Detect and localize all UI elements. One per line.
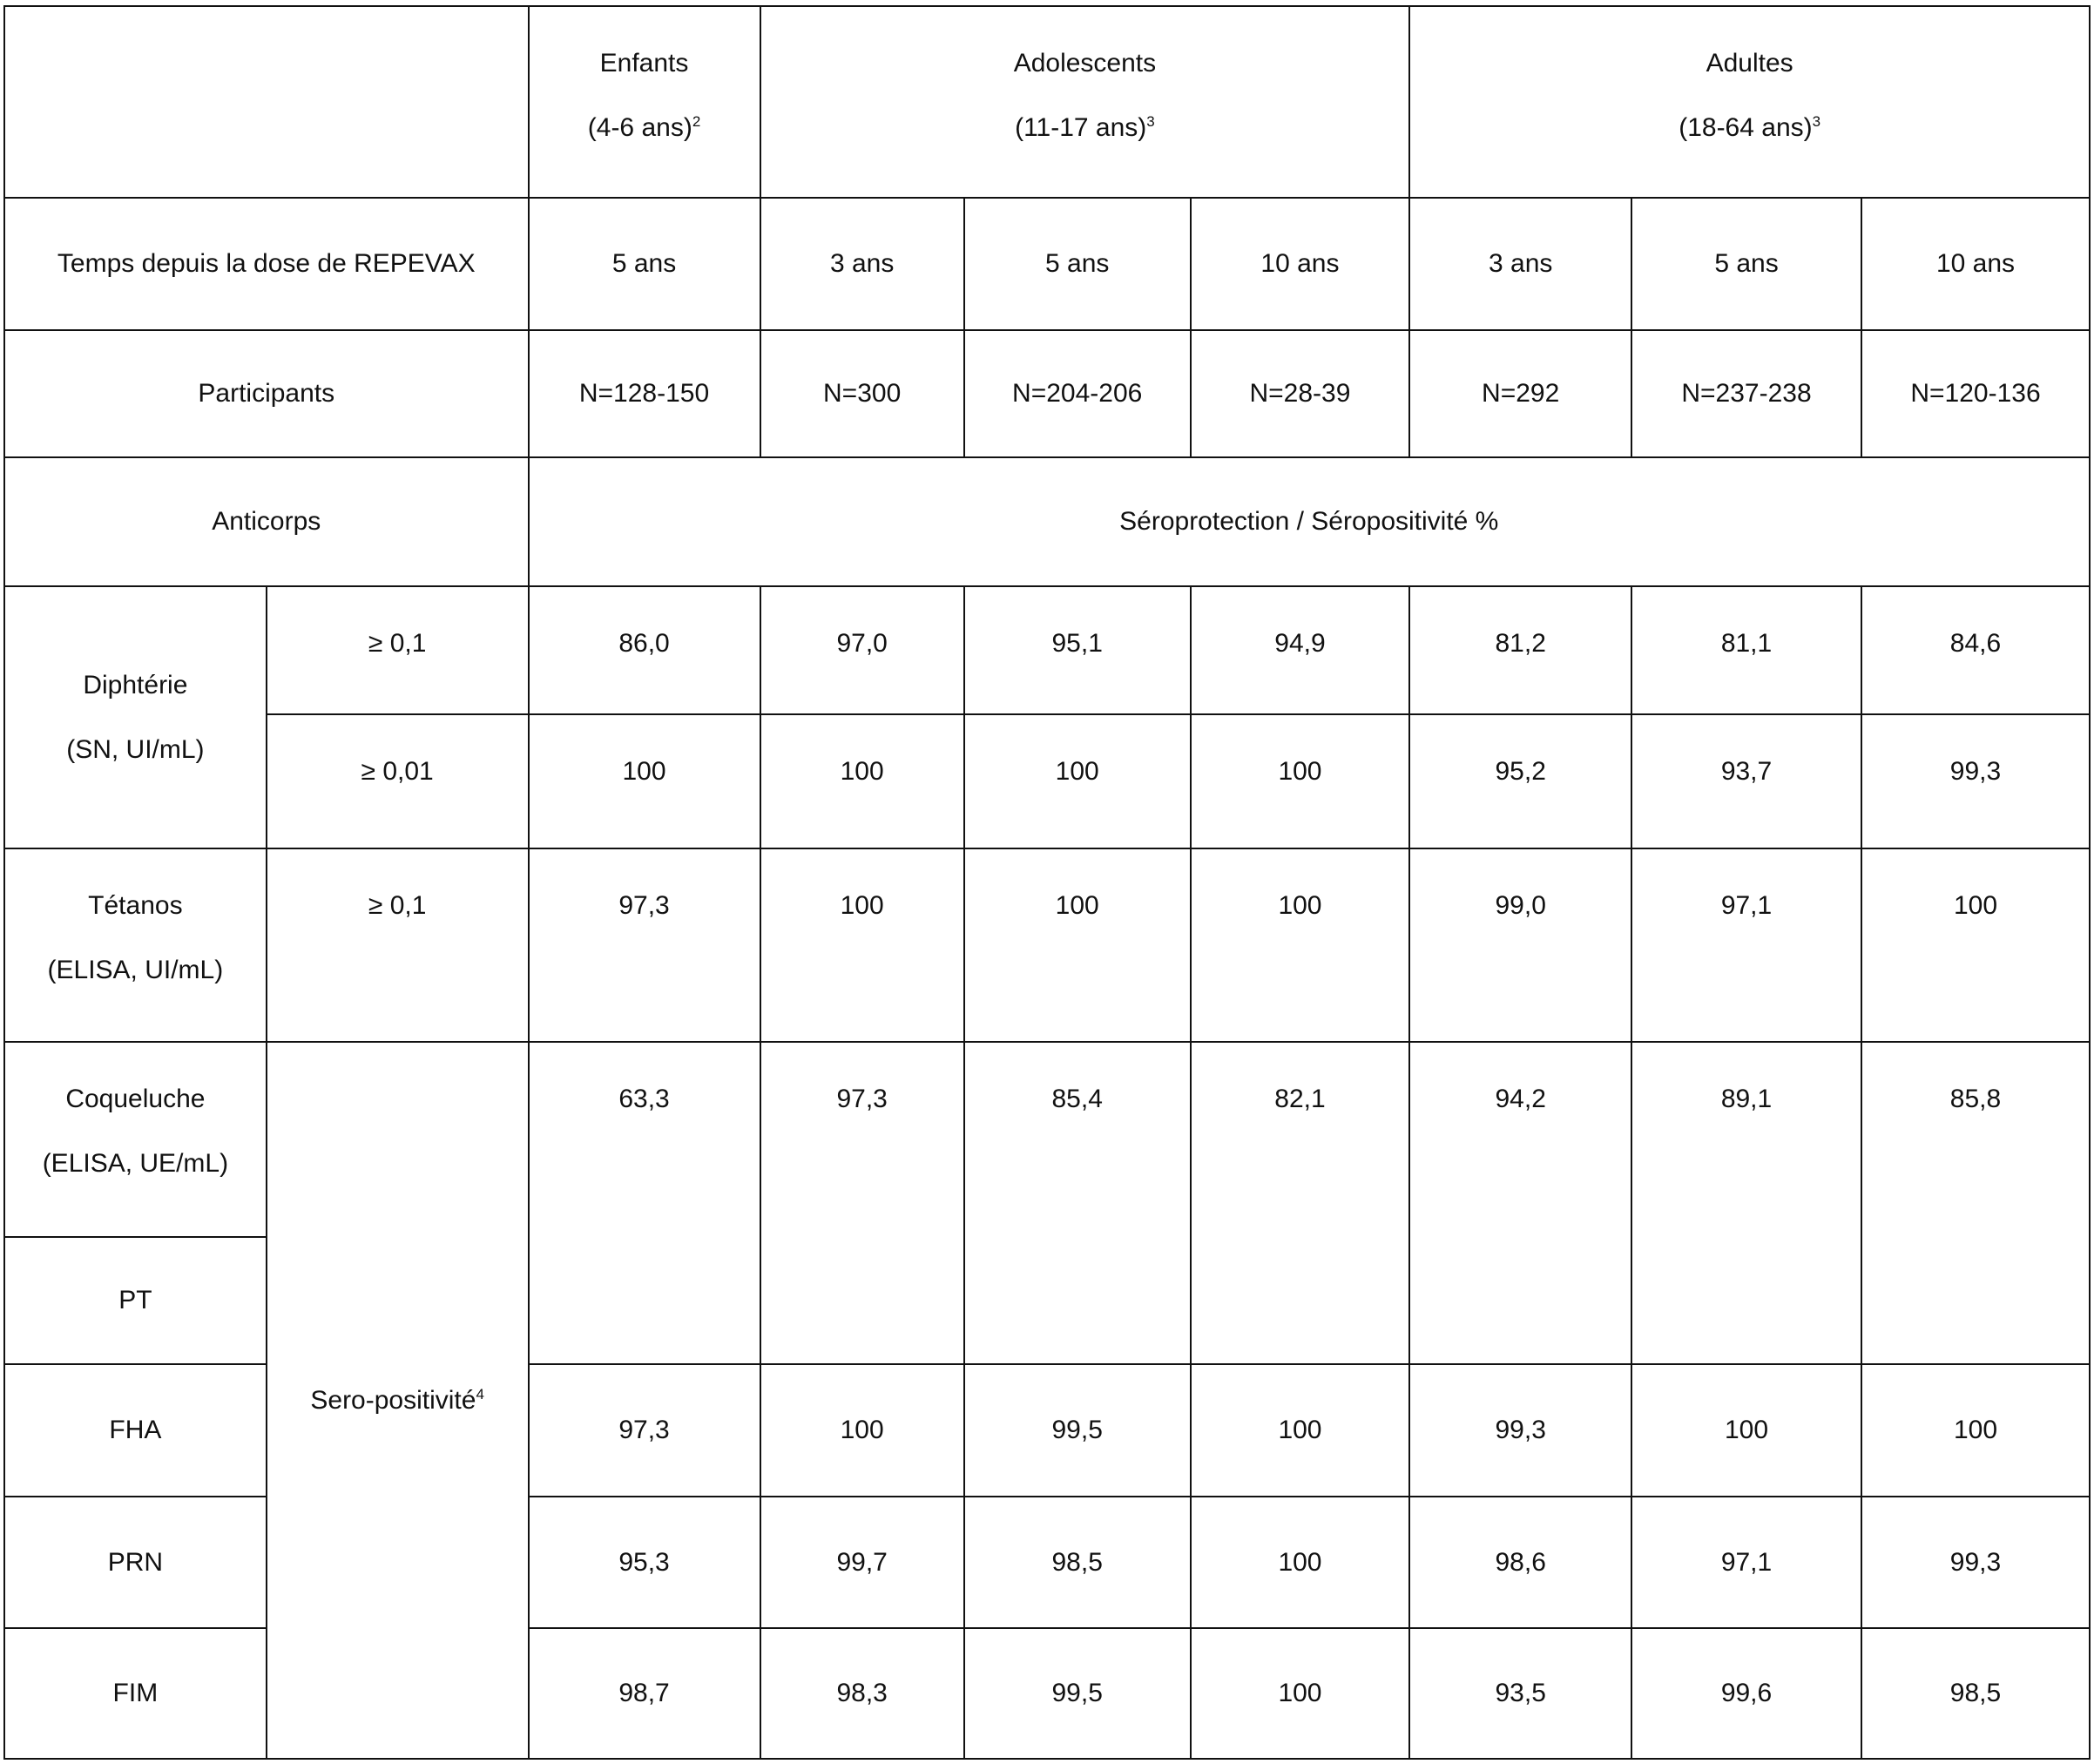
seropositivity-criterion: Sero-positivité$^4$ <box>267 1042 529 1759</box>
tetanus-row <box>4 848 2090 1042</box>
seroprotection-header: Séroprotection / Séropositivité % <box>529 457 2090 586</box>
table-cell: 93,7 <box>1631 714 1861 848</box>
footnote-ref: 3 <box>1146 113 1155 130</box>
table-cell: 5 ans <box>964 198 1191 330</box>
table-cell: 98,3 <box>760 1628 964 1759</box>
table-cell: 95,2 <box>1409 714 1631 848</box>
table-cell: 98,7 <box>529 1628 760 1759</box>
group-header-adolescents: Adolescents (11-17 ans)$^3$ <box>760 6 1410 198</box>
footnote-ref: 3 <box>1812 113 1821 130</box>
table-cell: 10 ans <box>1861 198 2090 330</box>
table-cell: 100 <box>760 848 964 1042</box>
table-cell: 100 <box>1191 1497 1410 1628</box>
table-cell: 85,8 <box>1861 1042 2090 1364</box>
table-cell: 81,1 <box>1631 586 1861 714</box>
table-cell: 100 <box>529 714 760 848</box>
group-header-adultes: Adultes (18-64 ans)$^3$ <box>1409 6 2090 198</box>
table-cell: 84,6 <box>1861 586 2090 714</box>
antigen-label-fha: FHA <box>4 1364 267 1497</box>
group-range: (18-64 ans) <box>1679 113 1813 142</box>
group-range: (4-6 ans) <box>587 113 692 142</box>
table-cell: 100 <box>964 714 1191 848</box>
table-cell: 99,3 <box>1861 1497 2090 1628</box>
diphtheria-label: Diphtérie (SN, UI/mL) <box>4 586 267 848</box>
diphtheria-row-1 <box>4 586 2090 714</box>
table-cell: 95,3 <box>529 1497 760 1628</box>
time-label: Temps depuis la dose de REPEVAX <box>4 198 529 330</box>
table-cell: N=28-39 <box>1191 330 1410 457</box>
threshold-cell: ≥ 0,1 <box>267 848 529 1042</box>
diphtheria-row-2 <box>4 714 2090 848</box>
table-cell: 97,1 <box>1631 848 1861 1042</box>
table-cell: 98,5 <box>1861 1628 2090 1759</box>
threshold-cell: ≥ 0,1 <box>267 586 529 714</box>
footnote-ref: 2 <box>692 113 701 130</box>
table-cell: N=120-136 <box>1861 330 2090 457</box>
table-cell: 99,5 <box>964 1628 1191 1759</box>
table-cell: 100 <box>1861 1364 2090 1497</box>
antibodies-row <box>4 457 2090 586</box>
table-cell: 100 <box>964 848 1191 1042</box>
group-range: (11-17 ans) <box>1015 113 1147 142</box>
table-cell: 10 ans <box>1191 198 1410 330</box>
footnote-ref: 4 <box>476 1385 484 1402</box>
table-cell: 82,1 <box>1191 1042 1410 1364</box>
age-group-header-row <box>4 6 2090 198</box>
table-cell: 99,3 <box>1861 714 2090 848</box>
table-cell: 99,5 <box>964 1364 1191 1497</box>
participants-label: Participants <box>4 330 529 457</box>
table-cell: 99,7 <box>760 1497 964 1628</box>
table-cell: N=128-150 <box>529 330 760 457</box>
antibodies-label: Anticorps <box>4 457 529 586</box>
immunogenicity-table <box>3 5 2091 1760</box>
antigen-label-fim: FIM <box>4 1628 267 1759</box>
table-cell: 89,1 <box>1631 1042 1861 1364</box>
table-cell: 81,2 <box>1409 586 1631 714</box>
table-cell: 94,9 <box>1191 586 1410 714</box>
table-cell: 5 ans <box>529 198 760 330</box>
table-cell: 86,0 <box>529 586 760 714</box>
table-cell: 97,0 <box>760 586 964 714</box>
table-cell: 99,3 <box>1409 1364 1631 1497</box>
table-cell: 100 <box>1861 848 2090 1042</box>
table-cell: 100 <box>1191 1364 1410 1497</box>
pertussis-row <box>4 1042 2090 1237</box>
table-cell: 98,5 <box>964 1497 1191 1628</box>
table-cell: N=300 <box>760 330 964 457</box>
table-cell: 95,1 <box>964 586 1191 714</box>
table-cell: 93,5 <box>1409 1628 1631 1759</box>
participants-row <box>4 330 2090 457</box>
group-header-enfants: Enfants (4-6 ans)$^2$ <box>529 6 760 198</box>
table-cell: 63,3 <box>529 1042 760 1364</box>
table-cell: 100 <box>1631 1364 1861 1497</box>
table-cell: 98,6 <box>1409 1497 1631 1628</box>
table-cell: N=237-238 <box>1631 330 1861 457</box>
table-cell: 85,4 <box>964 1042 1191 1364</box>
time-row <box>4 198 2090 330</box>
table-cell: 100 <box>1191 1628 1410 1759</box>
antigen-label-pt: PT <box>4 1237 267 1364</box>
table-cell: 100 <box>1191 848 1410 1042</box>
table-cell: 97,3 <box>529 848 760 1042</box>
table-cell: 100 <box>1191 714 1410 848</box>
antigen-label-prn: PRN <box>4 1497 267 1628</box>
table-cell: 5 ans <box>1631 198 1861 330</box>
table-cell: 97,1 <box>1631 1497 1861 1628</box>
tetanus-label: Tétanos (ELISA, UI/mL) <box>4 848 267 1042</box>
table-cell: 100 <box>760 714 964 848</box>
threshold-cell: ≥ 0,01 <box>267 714 529 848</box>
table-cell: 97,3 <box>760 1042 964 1364</box>
pertussis-label: Coqueluche (ELISA, UE/mL) <box>4 1042 267 1237</box>
table-cell: 3 ans <box>760 198 964 330</box>
table-cell: 100 <box>760 1364 964 1497</box>
table-cell: 99,0 <box>1409 848 1631 1042</box>
table-cell: 94,2 <box>1409 1042 1631 1364</box>
table-cell: 3 ans <box>1409 198 1631 330</box>
table-cell: N=292 <box>1409 330 1631 457</box>
table-cell: 97,3 <box>529 1364 760 1497</box>
table-cell: 99,6 <box>1631 1628 1861 1759</box>
empty-corner-cell <box>4 6 529 198</box>
table-cell: N=204-206 <box>964 330 1191 457</box>
